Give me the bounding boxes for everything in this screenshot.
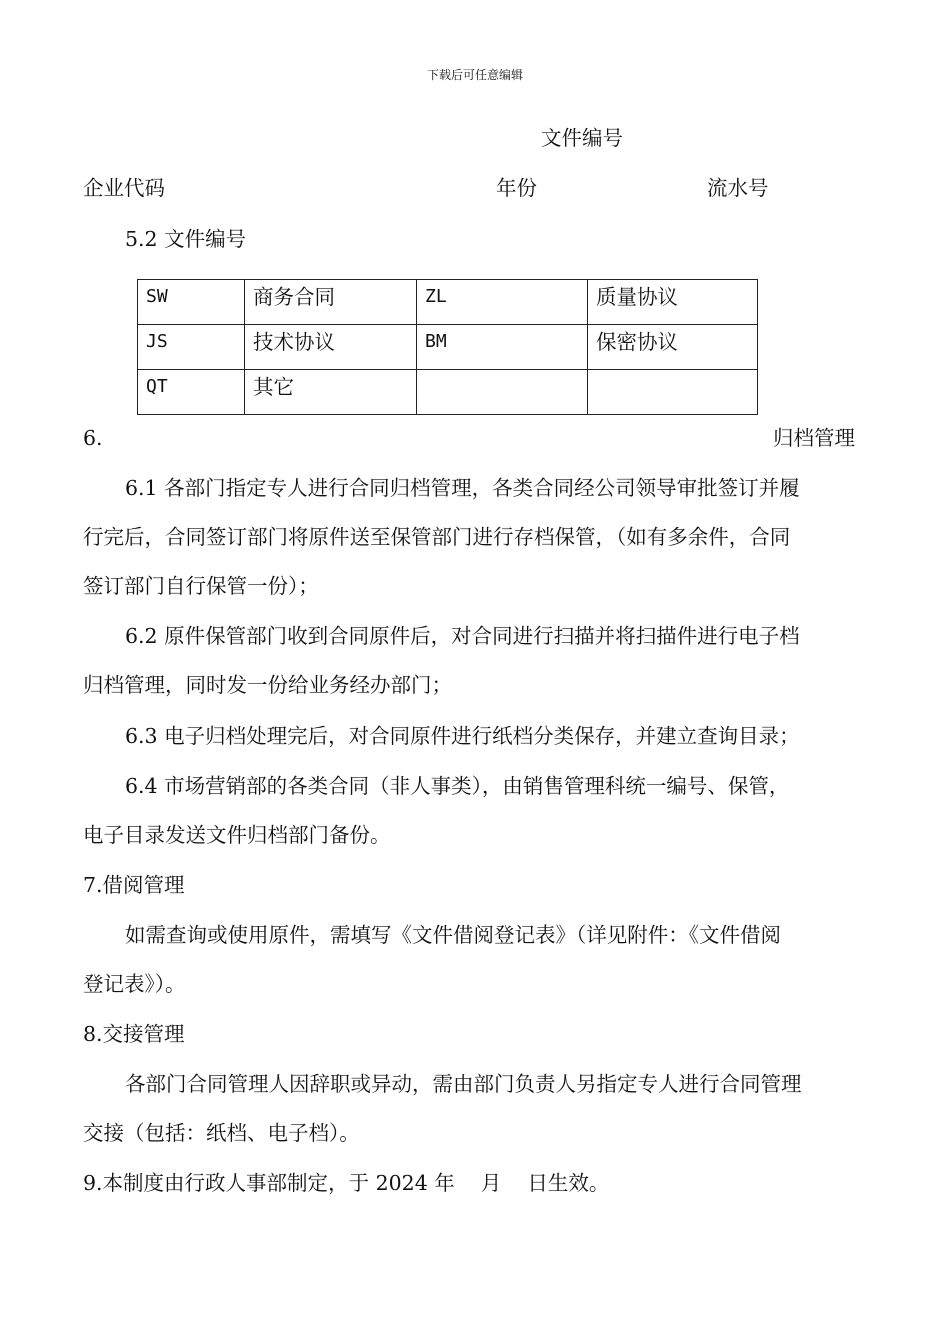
section-5-2-heading: 5.2 文件编号 — [125, 227, 247, 251]
page-header: 下载后可任意编辑 — [426, 68, 523, 82]
section-9-statement: 9.本制度由行政人事部制定，于 2024 年 月 日生效。 — [83, 1171, 610, 1195]
table-row — [138, 370, 758, 415]
table-cell: 质量协议 — [588, 280, 758, 325]
table-cell: JS — [138, 325, 245, 370]
paragraph-line: 6.1 各部门指定专人进行合同归档管理，各类合同经公司领导审批签订并履 — [125, 476, 800, 500]
table-cell: QT — [138, 370, 245, 415]
section-6-title: 归档管理 — [773, 426, 855, 450]
table-cell: 商务合同 — [245, 280, 417, 325]
field-year: 年份 — [496, 176, 537, 200]
paragraph-line: 各部门合同管理人因辞职或异动，需由部门负责人另指定专人进行合同管理 — [125, 1072, 802, 1096]
table-cell: SW — [138, 280, 245, 325]
table-row — [138, 280, 758, 325]
table-cell: 保密协议 — [588, 325, 758, 370]
file-number-title: 文件编号 — [541, 126, 623, 150]
section-8-heading: 8.交接管理 — [83, 1022, 185, 1046]
paragraph-line: 登记表》）。 — [83, 972, 186, 996]
paragraph-line: 归档管理，同时发一份给业务经办部门； — [83, 673, 452, 697]
paragraph-line: 电子目录发送文件归档部门备份。 — [83, 823, 391, 847]
file-code-table — [137, 279, 758, 415]
paragraph-line: 行完后，合同签订部门将原件送至保管部门进行存档保管，（如有多余件，合同 — [83, 525, 791, 549]
table-cell — [588, 370, 758, 415]
paragraph-line: 6.3 电子归档处理完后，对合同原件进行纸档分类保存，并建立查询目录； — [125, 724, 800, 748]
table-cell: 其它 — [245, 370, 417, 415]
field-serial-number: 流水号 — [707, 176, 769, 200]
paragraph-line: 如需查询或使用原件，需填写《文件借阅登记表》（详见附件：《文件借阅 — [125, 923, 781, 947]
table-cell — [417, 370, 588, 415]
paragraph-line: 交接（包括：纸档、电子档）。 — [83, 1121, 360, 1145]
field-company-code: 企业代码 — [83, 176, 165, 200]
table-row — [138, 325, 758, 370]
table-cell: 技术协议 — [245, 325, 417, 370]
section-6-number: 6. — [83, 426, 103, 450]
table-cell: ZL — [417, 280, 588, 325]
paragraph-line: 6.4 市场营销部的各类合同（非人事类），由销售管理科统一编号、保管， — [125, 774, 790, 798]
section-7-heading: 7.借阅管理 — [83, 873, 185, 897]
paragraph-line: 6.2 原件保管部门收到合同原件后，对合同进行扫描并将扫描件进行电子档 — [125, 624, 800, 648]
paragraph-line: 签订部门自行保管一份）； — [83, 574, 319, 598]
table-cell: BM — [417, 325, 588, 370]
